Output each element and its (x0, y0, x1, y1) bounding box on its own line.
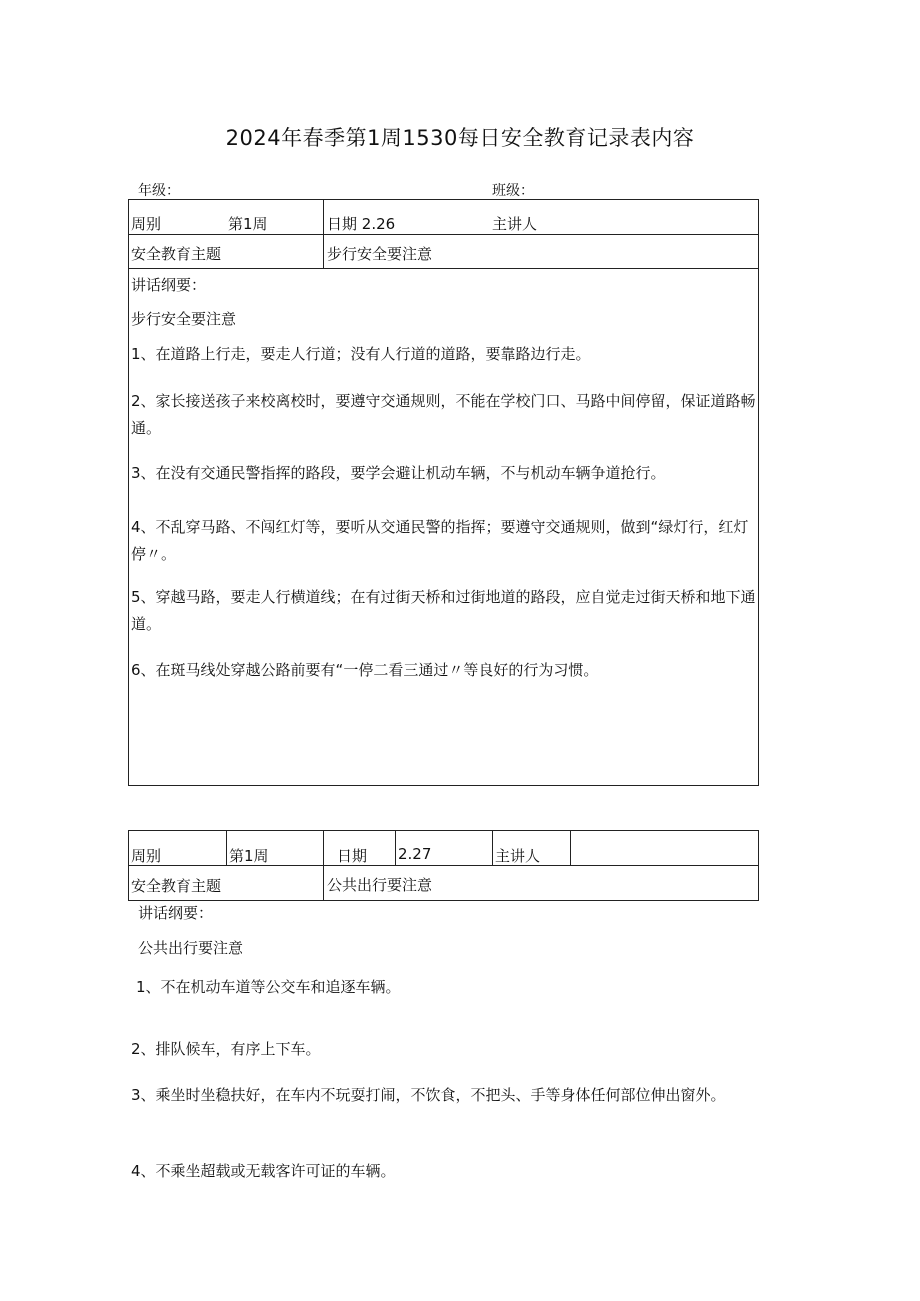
record-1-col-divider (323, 199, 324, 268)
record-2-row-divider (128, 865, 759, 866)
record-1-item: 4、不乱穿马路、不闯红灯等，要听从交通民警的指挥；要遵守交通规则，做到“绿灯行，红灯停〃。 (131, 518, 749, 563)
record-1-row-divider (128, 268, 759, 269)
record-2-col-divider (395, 830, 396, 865)
record-2-item: 3、乘坐时坐稳扶好，在车内不玩耍打闹，不饮食，不把头、手等身体任何部位伸出窗外。 (131, 1086, 726, 1104)
record-1-date-label: 日期 (327, 215, 358, 233)
record-1-item: 3、在没有交通民警指挥的路段，要学会避让机动车辆，不与机动车辆争道抢行。 (131, 464, 666, 482)
record-1-outline-label: 讲话纲要： (131, 276, 207, 294)
record-1-week-value: 第1周 (228, 215, 268, 233)
record-1-outline-heading: 步行安全要注意 (131, 310, 237, 328)
record-2-col-divider (323, 830, 324, 901)
record-1-topic-label: 安全教育主题 (131, 245, 222, 263)
record-2-col-divider (570, 830, 571, 865)
record-2-date-value: 2.27 (398, 845, 432, 863)
record-1-item: 6、在斑马线处穿越公路前要有“一停二看三通过〃等良好的行为习惯。 (131, 661, 599, 679)
record-2-outline-label: 讲话纲要： (138, 904, 214, 922)
record-2-col-divider (226, 830, 227, 865)
grade-label: 年级： (138, 183, 180, 199)
record-2-speaker-label: 主讲人 (495, 847, 541, 865)
record-2-date-label: 日期 (337, 847, 368, 865)
record-2-week-value: 第1周 (229, 847, 269, 865)
record-1-row-divider (128, 234, 759, 235)
record-2-topic-value: 公共出行要注意 (327, 876, 433, 894)
document-title: 2024年春季第1周1530每日安全教育记录表内容 (225, 126, 695, 150)
record-1-week-label: 周别 (131, 215, 162, 233)
record-1-date (327, 213, 395, 234)
class-label: 班级： (492, 183, 534, 199)
record-1-topic-value: 步行安全要注意 (327, 245, 433, 263)
record-2-item: 4、不乘坐超载或无载客许可证的车辆。 (131, 1162, 396, 1180)
record-2-outline-heading: 公共出行要注意 (138, 939, 244, 957)
record-1-item: 5、穿越马路，要走人行横道线；在有过街天桥和过街地道的路段，应自觉走过街天桥和地下通道。 (131, 588, 756, 633)
record-2-week-label: 周别 (131, 847, 162, 865)
record-1-item: 2、家长接送孩子来校离校时，要遵守交通规则，不能在学校门口、马路中间停留，保证道路畅通。 (131, 392, 756, 437)
record-2-item: 1、不在机动车道等公交车和追逐车辆。 (136, 978, 401, 996)
record-1-speaker-label: 主讲人 (492, 215, 538, 233)
record-2-topic-label: 安全教育主题 (131, 877, 222, 895)
record-1-item: 1、在道路上行走，要走人行道；没有人行道的道路，要靠路边行走。 (131, 345, 591, 363)
record-1-date-value: 2.26 (361, 215, 396, 233)
record-2-col-divider (492, 830, 493, 865)
record-2-item: 2、排队候车，有序上下车。 (131, 1040, 321, 1058)
